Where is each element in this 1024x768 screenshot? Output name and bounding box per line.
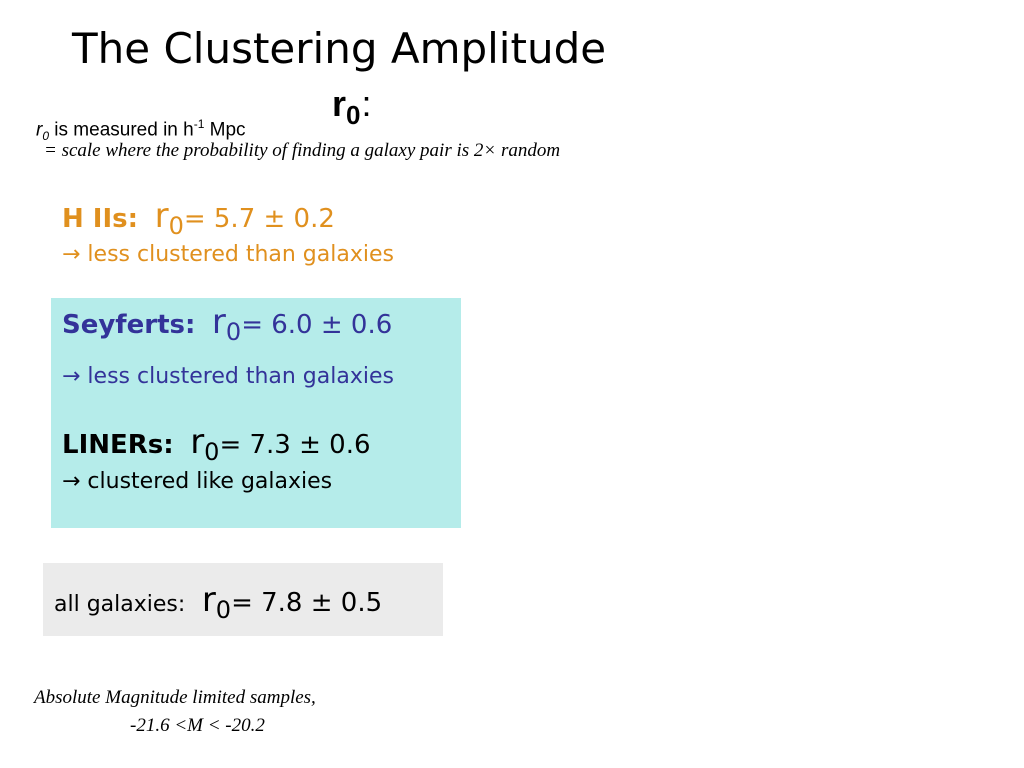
liners-r0-subscript: 0 bbox=[204, 438, 220, 466]
all-galaxies-r0-base: r bbox=[201, 580, 216, 620]
title-r0-symbol bbox=[332, 84, 372, 135]
all-galaxies-line bbox=[54, 578, 382, 632]
footnote-magnitude-range: -21.6 <M < -20.2 bbox=[130, 715, 265, 736]
hiis-value: = 5.7 ± 0.2 bbox=[183, 204, 335, 234]
seyferts-r0-subscript: 0 bbox=[225, 318, 242, 346]
seyferts-r0 bbox=[211, 302, 242, 346]
slide-title: The Clustering Amplitude bbox=[72, 24, 607, 73]
measured-exponent: -1 bbox=[193, 117, 205, 131]
measured-text: is measured in h bbox=[54, 119, 194, 141]
title-r0-base: r bbox=[332, 83, 347, 124]
hiis-r0-subscript: 0 bbox=[168, 212, 184, 240]
measured-symbol: r bbox=[36, 119, 43, 141]
all-galaxies-r0-subscript: 0 bbox=[215, 596, 232, 624]
all-galaxies-value: = 7.8 ± 0.5 bbox=[231, 588, 383, 618]
title-r0-colon: : bbox=[361, 83, 372, 124]
all-galaxies-r0 bbox=[201, 580, 232, 624]
hiis-label: H IIs: bbox=[62, 204, 139, 234]
liners-line bbox=[62, 422, 371, 472]
scale-definition: = scale where the probability of finding a galaxy pair is 2× random bbox=[44, 140, 561, 161]
measured-unit: Mpc bbox=[209, 119, 246, 141]
liners-label: LINERs: bbox=[62, 430, 174, 460]
seyferts-r0-base: r bbox=[211, 302, 226, 342]
hiis-note: → less clustered than galaxies bbox=[62, 242, 394, 267]
hiis-r0 bbox=[154, 196, 184, 240]
liners-note: → clustered like galaxies bbox=[62, 469, 333, 494]
seyferts-label: Seyferts: bbox=[62, 310, 196, 340]
measured-subscript: 0 bbox=[42, 129, 50, 144]
liners-value: = 7.3 ± 0.6 bbox=[219, 430, 371, 460]
seyferts-line bbox=[62, 302, 392, 352]
hiis-r0-base: r bbox=[154, 196, 169, 236]
liners-r0 bbox=[190, 422, 220, 466]
all-galaxies-label: all galaxies: bbox=[54, 592, 186, 617]
seyferts-value: = 6.0 ± 0.6 bbox=[241, 310, 393, 340]
title-r0-subscript: 0 bbox=[346, 100, 361, 130]
liners-r0-base: r bbox=[190, 422, 205, 462]
footnote-samples: Absolute Magnitude limited samples, bbox=[34, 687, 316, 708]
hiis-line bbox=[62, 196, 335, 246]
seyferts-note: → less clustered than galaxies bbox=[62, 364, 394, 389]
